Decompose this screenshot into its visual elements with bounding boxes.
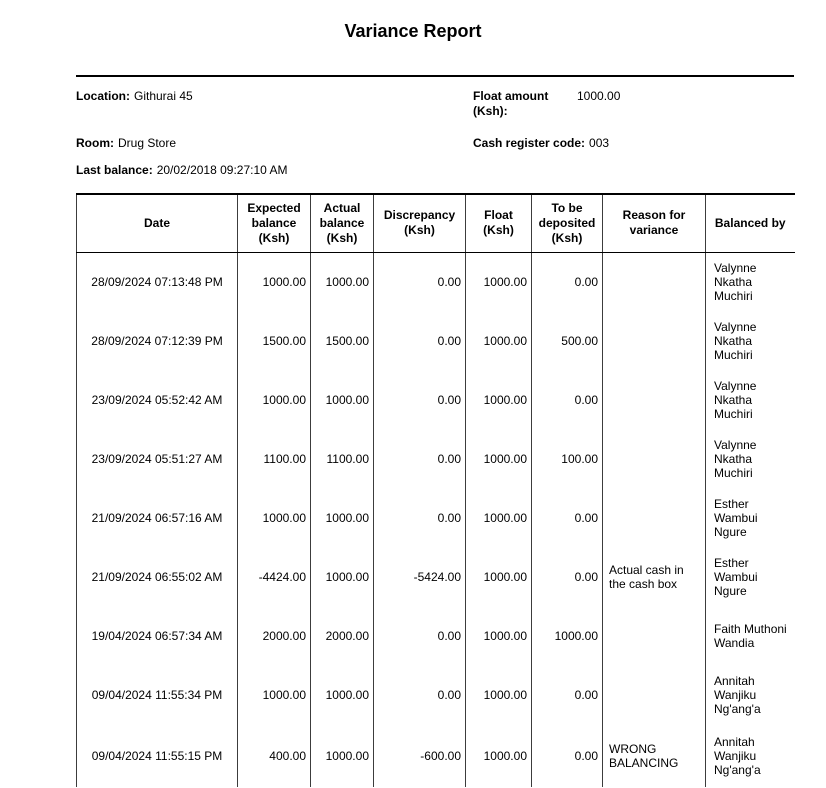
cell-actual-balance: 1000.00 — [311, 665, 374, 724]
cell-date: 09/04/2024 11:55:34 PM — [91, 687, 223, 702]
cell-expected-balance: 1000.00 — [238, 370, 311, 429]
header-divider — [76, 75, 794, 77]
cell-discrepancy: 0.00 — [374, 311, 466, 370]
table-row — [77, 252, 795, 311]
cell-float: 1000.00 — [466, 311, 532, 370]
cell-actual-balance: 1000.00 — [311, 370, 374, 429]
cell-balanced-by: Esther Wambui Ngure — [706, 547, 795, 606]
cell-actual-balance: 1500.00 — [311, 311, 374, 370]
cell-to-be-deposited: 0.00 — [532, 724, 603, 787]
cell-reason: WRONG BALANCING — [603, 724, 706, 787]
cell-date: 28/09/2024 07:13:48 PM — [91, 274, 223, 289]
cash-register-value: 003 — [589, 136, 610, 150]
cell-reason — [603, 606, 706, 665]
cell-date: 23/09/2024 05:51:27 AM — [91, 451, 223, 466]
cell-expected-balance: 1500.00 — [238, 311, 311, 370]
room-label: Room: — [76, 136, 114, 150]
column-header-expected-balance: Expected balance (Ksh) — [238, 194, 311, 252]
cell-expected-balance: -4424.00 — [238, 547, 311, 606]
table-row — [77, 311, 795, 370]
location-field — [76, 89, 193, 104]
room-value: Drug Store — [118, 136, 177, 150]
cell-discrepancy: -600.00 — [374, 724, 466, 787]
cell-balanced-by: Annitah Wanjiku Ng'ang'a — [706, 724, 795, 787]
cash-register-label: Cash register code: — [473, 136, 586, 150]
table-row — [77, 370, 795, 429]
last-balance-field — [76, 163, 287, 178]
cell-actual-balance: 1100.00 — [311, 429, 374, 488]
cell-discrepancy: 0.00 — [374, 370, 466, 429]
cell-expected-balance: 1100.00 — [238, 429, 311, 488]
column-header-discrepancy: Discrepancy (Ksh) — [374, 194, 466, 252]
float-amount-label: Float amount (Ksh): — [473, 89, 549, 118]
column-header-balanced-by: Balanced by — [706, 194, 795, 252]
location-value: Githurai 45 — [134, 89, 193, 103]
cell-actual-balance: 1000.00 — [311, 252, 374, 311]
table-row — [77, 724, 795, 787]
cell-balanced-by: Esther Wambui Ngure — [706, 488, 795, 547]
cell-float: 1000.00 — [466, 606, 532, 665]
cell-to-be-deposited: 0.00 — [532, 488, 603, 547]
cell-to-be-deposited: 500.00 — [532, 311, 603, 370]
table-row — [77, 488, 795, 547]
cell-float: 1000.00 — [466, 724, 532, 787]
cell-actual-balance: 2000.00 — [311, 606, 374, 665]
page-title: Variance Report — [344, 21, 482, 41]
cell-date: 21/09/2024 06:57:16 AM — [91, 510, 223, 525]
cell-expected-balance: 1000.00 — [238, 488, 311, 547]
cell-float: 1000.00 — [466, 665, 532, 724]
cell-expected-balance: 400.00 — [238, 724, 311, 787]
cell-discrepancy: 0.00 — [374, 665, 466, 724]
cell-reason — [603, 665, 706, 724]
cell-balanced-by: Valynne Nkatha Muchiri — [706, 311, 795, 370]
cell-balanced-by: Faith Muthoni Wandia — [706, 606, 795, 665]
cell-balanced-by: Annitah Wanjiku Ng'ang'a — [706, 665, 795, 724]
cell-actual-balance: 1000.00 — [311, 488, 374, 547]
cell-reason — [603, 252, 706, 311]
cell-reason: Actual cash in the cash box — [603, 547, 706, 606]
table-header-row — [77, 194, 795, 252]
cell-date: 28/09/2024 07:12:39 PM — [91, 333, 223, 348]
column-header-to-be-deposited: To be deposited (Ksh) — [532, 194, 603, 252]
cell-float: 1000.00 — [466, 488, 532, 547]
cell-balanced-by: Valynne Nkatha Muchiri — [706, 252, 795, 311]
column-header-float: Float (Ksh) — [466, 194, 532, 252]
table-row — [77, 429, 795, 488]
table-row — [77, 606, 795, 665]
cell-discrepancy: 0.00 — [374, 488, 466, 547]
room-field — [76, 136, 176, 151]
cell-reason — [603, 311, 706, 370]
variance-table — [76, 193, 795, 787]
cell-to-be-deposited: 0.00 — [532, 665, 603, 724]
cell-discrepancy: 0.00 — [374, 252, 466, 311]
cell-to-be-deposited: 0.00 — [532, 252, 603, 311]
cell-date: 09/04/2024 11:55:15 PM — [91, 748, 223, 763]
cell-expected-balance: 1000.00 — [238, 252, 311, 311]
cell-float: 1000.00 — [466, 252, 532, 311]
location-label: Location: — [76, 89, 130, 103]
cell-expected-balance: 2000.00 — [238, 606, 311, 665]
cell-reason — [603, 488, 706, 547]
table-row — [77, 547, 795, 606]
cell-date: 21/09/2024 06:55:02 AM — [91, 569, 223, 584]
cell-date: 19/04/2024 06:57:34 AM — [91, 628, 223, 643]
cash-register-field — [473, 136, 609, 151]
cell-discrepancy: 0.00 — [374, 429, 466, 488]
cell-float: 1000.00 — [466, 547, 532, 606]
cell-float: 1000.00 — [466, 370, 532, 429]
last-balance-label: Last balance: — [76, 163, 153, 177]
cell-balanced-by: Valynne Nkatha Muchiri — [706, 370, 795, 429]
cell-to-be-deposited: 100.00 — [532, 429, 603, 488]
cell-to-be-deposited: 0.00 — [532, 370, 603, 429]
column-header-actual-balance: Actual balance (Ksh) — [311, 194, 374, 252]
cell-reason — [603, 429, 706, 488]
table-row — [77, 665, 795, 724]
cell-to-be-deposited: 1000.00 — [532, 606, 603, 665]
cell-discrepancy: 0.00 — [374, 606, 466, 665]
last-balance-value: 20/02/2018 09:27:10 AM — [156, 163, 288, 177]
cell-expected-balance: 1000.00 — [238, 665, 311, 724]
cell-to-be-deposited: 0.00 — [532, 547, 603, 606]
cell-balanced-by: Valynne Nkatha Muchiri — [706, 429, 795, 488]
float-amount-value: 1000.00 — [577, 89, 621, 103]
cell-actual-balance: 1000.00 — [311, 547, 374, 606]
cell-discrepancy: -5424.00 — [374, 547, 466, 606]
column-header-reason: Reason for variance — [603, 194, 706, 252]
cell-date: 23/09/2024 05:52:42 AM — [91, 392, 223, 407]
column-header-date: Date — [77, 194, 238, 252]
cell-actual-balance: 1000.00 — [311, 724, 374, 787]
cell-reason — [603, 370, 706, 429]
cell-float: 1000.00 — [466, 429, 532, 488]
